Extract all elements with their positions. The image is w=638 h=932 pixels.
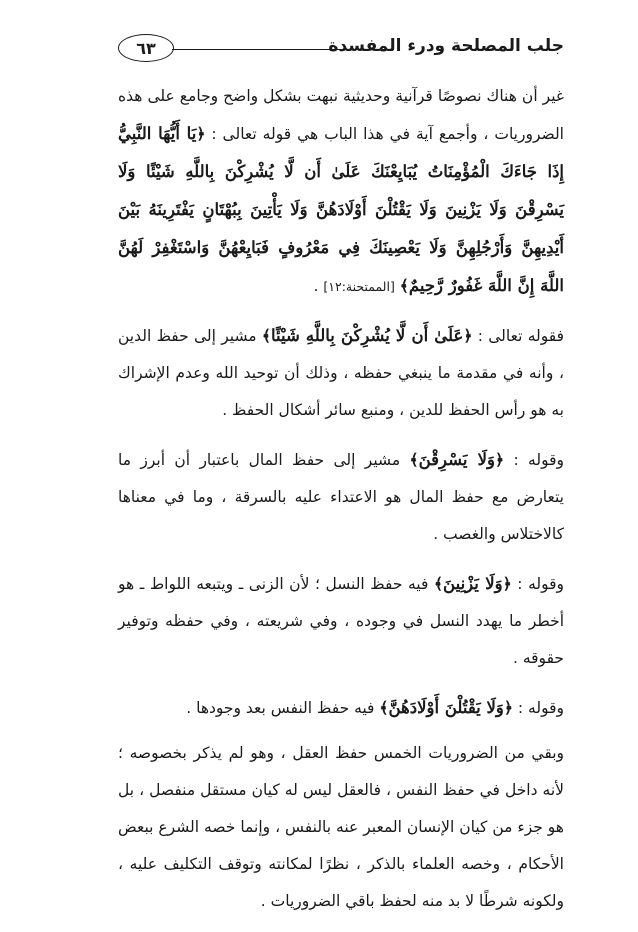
header-rule [172, 49, 394, 50]
paragraph-text: . [313, 277, 324, 295]
paragraph-text: فيه حفظ النفس بعد وجودها . [186, 699, 380, 717]
quran-excerpt: وَلَا يَسْرِقْنَ [418, 450, 496, 469]
quran-close-bracket: ﴾ [379, 699, 389, 717]
quran-close-bracket: ﴾ [261, 327, 271, 345]
quran-excerpt: عَلَىٰ أَن لَّا يُشْرِكْنَ بِاللَّهِ شَيْئًا [271, 326, 464, 345]
page-number [118, 34, 174, 62]
paragraph-wealth [118, 441, 564, 553]
quran-close-bracket: ﴾ [409, 451, 419, 469]
paragraph-text: فقوله تعالى : [472, 327, 564, 345]
quran-verse: يَا أَيُّهَا النَّبِيُّ إِذَا جَاءَكَ الْمُؤْمِنَاتُ يُبَايِعْنَكَ عَلَىٰ أَن لَّا يُشْرِكْنَ بِاللَّهِ شَيْئًا وَلَا يَسْرِقْنَ وَلَا يَزْنِينَ وَلَا يَقْتُلْنَ أَوْلَادَهُنَّ وَلَا يَأْتِينَ بِبُهْتَانٍ يَفْتَرِينَهُ بَيْنَ أَيْدِيهِنَّ وَأَرْجُلِهِنَّ وَلَا يَعْصِينَكَ فِي مَعْرُوفٍ فَبَايِعْهُنَّ وَاسْتَغْفِرْ لَهُنَّ اللَّهَ إِنَّ اللَّهَ غَفُورٌ رَّحِيمٌ [118, 124, 564, 295]
paragraph-intellect [118, 735, 564, 920]
quran-open-bracket: ﴿ [196, 125, 206, 143]
page-number-text: ٦٣ [136, 38, 156, 58]
body-text [118, 78, 564, 932]
paragraph-lineage [118, 565, 564, 677]
quran-open-bracket: ﴿ [503, 699, 513, 717]
paragraph-religion [118, 317, 564, 429]
page-header [118, 34, 564, 64]
paragraph-text: وقوله : [512, 699, 564, 717]
running-title: جلب المصلحة ودرء المفسدة [328, 36, 564, 56]
quran-close-bracket: ﴾ [433, 575, 444, 593]
paragraph-text: وبقي من الضروريات الخمس حفظ العقل ، وهو لم يذكر بخصوصه ؛ لأنه داخل في حفظ النفس ، فالعقل ليس له كيان مستقل منفصل ، بل هو جزء من كيان الإنسان المعبر عنه بالنفس ، وإنما خصه الشرع ببعض الأحكام ، وخصه العلماء بالذكر ، نظرًا لمكانته وتوقف التكليف عليه ، ولكونه شرطًا لا بد منه لحفظ باقي الضروريات . [118, 744, 564, 910]
paragraph-text: وقوله : [504, 451, 564, 469]
quran-open-bracket: ﴿ [502, 575, 512, 593]
paragraph-intro [118, 78, 564, 305]
quran-close-bracket: ﴾ [399, 277, 409, 295]
quran-open-bracket: ﴿ [463, 327, 473, 345]
paragraph-text: مشير إلى حفظ الدين ، وأنه في مقدمة ما ينبغي حفظه ، وذلك أن توحيد الله وعدم الإشراك به هو رأس الحفظ للدين ، ومنبع سائر أشكال الحفظ . [118, 327, 564, 419]
paragraph-life [118, 689, 564, 727]
paragraph-text: غير أن هناك نصوصًا قرآنية وحديثية نبهت بشكل واضح وجامع على هذه الضروريات ، وأجمع آية في هذا الباب هي قوله تعالى : [118, 87, 564, 143]
quran-open-bracket: ﴿ [495, 451, 505, 469]
paragraph-text: وقوله : [511, 575, 565, 593]
verse-citation: [الممتحنة:١٢] [323, 279, 395, 294]
paragraph-text: فيه حفظ النسل ؛ لأن الزنى ـ ويتبعه اللواط ـ هو أخطر ما يهدد النسل في وجوده ، وفي شريعته ، وفي حفظه وتوفير حقوقه . [118, 575, 564, 667]
paragraph-text: مشير إلى حفظ المال باعتبار أن أبرز ما يتعارض مع حفظ المال هو الاعتداء عليه بالسرقة ، وما في معناها كالاختلاس والغصب . [118, 451, 564, 543]
quran-excerpt: وَلَا يَقْتُلْنَ أَوْلَادَهُنَّ [388, 698, 504, 717]
quran-excerpt: وَلَا يَزْنِينَ [443, 574, 503, 593]
